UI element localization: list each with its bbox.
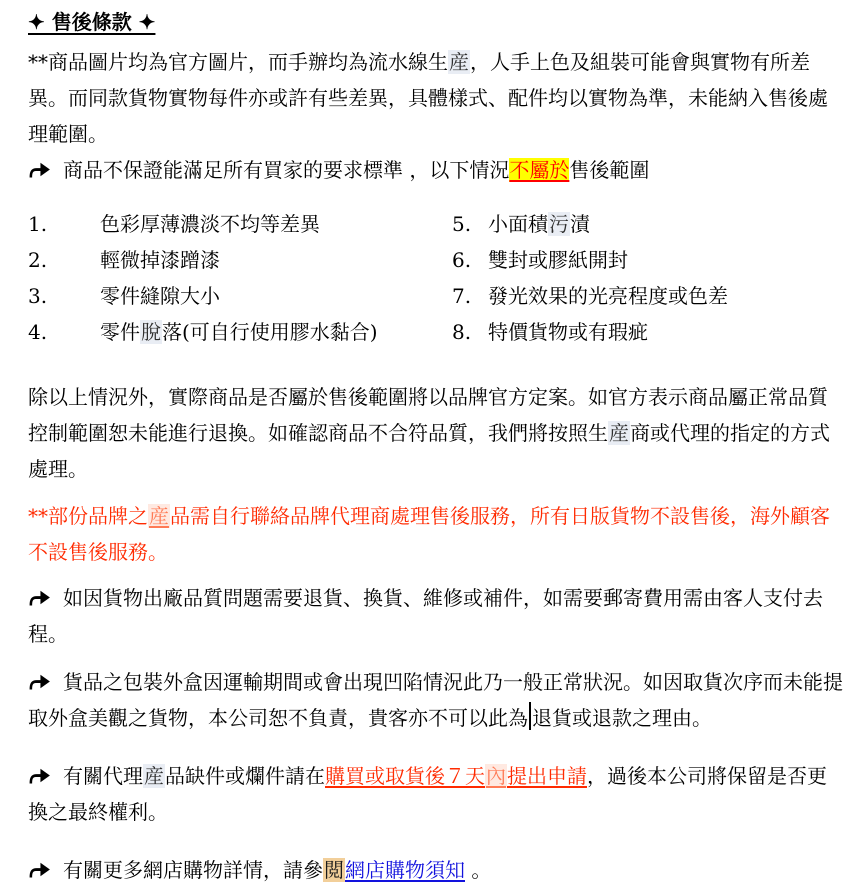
list-number: 3. — [28, 284, 48, 308]
text-run: ，人手上色及組裝可能會與實物有所差異。而同款貨物實物每件亦或許有些差異，具體樣式、配件均以實物為準，未能納入售後處理範圍。 — [28, 50, 828, 146]
exclusion-item-row-2 — [28, 242, 846, 278]
text-run: 購買或取貨後７天 — [325, 764, 485, 788]
store-shopping-guide-link[interactable]: 網店購物須知 — [345, 858, 465, 882]
packaging-dent-paragraph — [28, 664, 846, 736]
list-number: 8. — [452, 320, 472, 344]
list-item-text — [100, 242, 452, 278]
text-run: 零件 — [100, 320, 140, 344]
text-run: ✦ 售後條款 ✦ — [28, 10, 156, 34]
return-shipping-paragraph — [28, 580, 846, 652]
list-number: 4. — [28, 320, 48, 344]
text-run: 商或代理的指定的方式處理。 — [28, 421, 830, 481]
list-item-text — [488, 314, 846, 350]
text-run: 漬 — [570, 212, 590, 236]
right-arrow-icon — [28, 161, 51, 178]
text-run: 退貨或退款之理由。 — [532, 706, 712, 730]
list-number: 2. — [28, 248, 48, 272]
list-item-text — [488, 278, 846, 314]
text-run: 脫 — [141, 320, 161, 344]
text-run: 閲 — [324, 858, 344, 882]
text-run: 産 — [149, 504, 169, 528]
page-title — [28, 4, 846, 40]
list-item-text — [100, 206, 452, 242]
text-run: 小面積 — [488, 212, 548, 236]
text-run: 內 — [486, 764, 506, 788]
text-run: 提出申請 — [507, 764, 587, 788]
text-run: 産 — [609, 421, 629, 445]
text-run: 商品不保證能滿足所有買家的要求標準 ，以下情況 — [63, 158, 510, 182]
text-run: 除以上情況外，實際商品是否屬於售後範圍將以品牌官方定案。如官方表示商品屬正常品質控制範圍恕未能進行退換。如確認商品不合符品質，我們將按照生 — [28, 385, 828, 445]
text-run: 有關更多網店購物詳情，請參 — [63, 858, 323, 882]
right-arrow-icon — [28, 767, 51, 784]
text-run: 色彩厚薄濃淡不均等差異 — [100, 212, 320, 236]
after-sale-scope-notice — [28, 152, 846, 188]
text-run: 品缺件或爛件請在 — [165, 764, 325, 788]
text-run: 如因貨物出廠品質問題需要退貨、換貨、維修或補件，如需要郵寄費用需由客人支付去程。 — [28, 586, 823, 646]
text-run: 售後範圍 — [569, 158, 650, 182]
right-arrow-icon — [28, 861, 51, 878]
list-number: 1. — [28, 212, 48, 236]
exclusion-item-row-1 — [28, 206, 846, 242]
more-info-paragraph — [28, 852, 846, 888]
right-arrow-icon — [28, 673, 51, 690]
missing-parts-paragraph — [28, 758, 846, 830]
text-run: 不屬於 — [509, 158, 570, 182]
text-run: 貨品之包裝外盒因運輸期間或會出現凹陷情況此乃一般正常狀況。如因取貨次序而未能提取外盒美觀之貨物，本公司恕不負責，貴客亦不可以此為 — [28, 670, 843, 730]
official-decision-paragraph — [28, 379, 846, 487]
text-run: 輕微掉漆蹭漆 — [100, 248, 220, 272]
text-run: 産 — [144, 764, 164, 788]
text-run: 産 — [449, 50, 469, 74]
text-run: 污 — [549, 212, 569, 236]
text-run: ，過後本公司將保留是否更換之最終權利。 — [28, 764, 827, 824]
list-item-text — [488, 242, 846, 278]
list-item-text — [100, 314, 452, 350]
list-item-text — [100, 278, 452, 314]
text-run: 特價貨物或有瑕疵 — [488, 320, 648, 344]
brand-agent-red-notice — [28, 498, 846, 570]
text-run: 發光效果的光亮程度或色差 — [488, 284, 728, 308]
exclusion-item-row-3 — [28, 278, 846, 314]
text-run: 雙封或膠紙開封 — [488, 248, 628, 272]
list-number: 6. — [452, 248, 472, 272]
list-number: 7. — [452, 284, 472, 308]
text-run: **部份品牌之 — [28, 504, 148, 528]
text-run: 有關代理 — [63, 764, 143, 788]
exclusion-item-row-4 — [28, 314, 846, 350]
text-cursor-caret — [529, 702, 531, 730]
list-item-text — [488, 206, 846, 242]
text-run: 落(可自行使用膠水黏合) — [162, 320, 378, 344]
text-run: 零件縫隙大小 — [100, 284, 220, 308]
text-run: **商品圖片均為官方圖片，而手辦均為流水線生 — [28, 50, 448, 74]
text-run: 品需自行聯絡品牌代理商處理售後服務，所有日版貨物不設售後，海外顧客不設售後服務。 — [28, 504, 830, 564]
text-run: 。 — [465, 858, 492, 882]
intro-paragraph — [28, 44, 846, 152]
list-number: 5. — [452, 212, 472, 236]
right-arrow-icon — [28, 589, 51, 606]
